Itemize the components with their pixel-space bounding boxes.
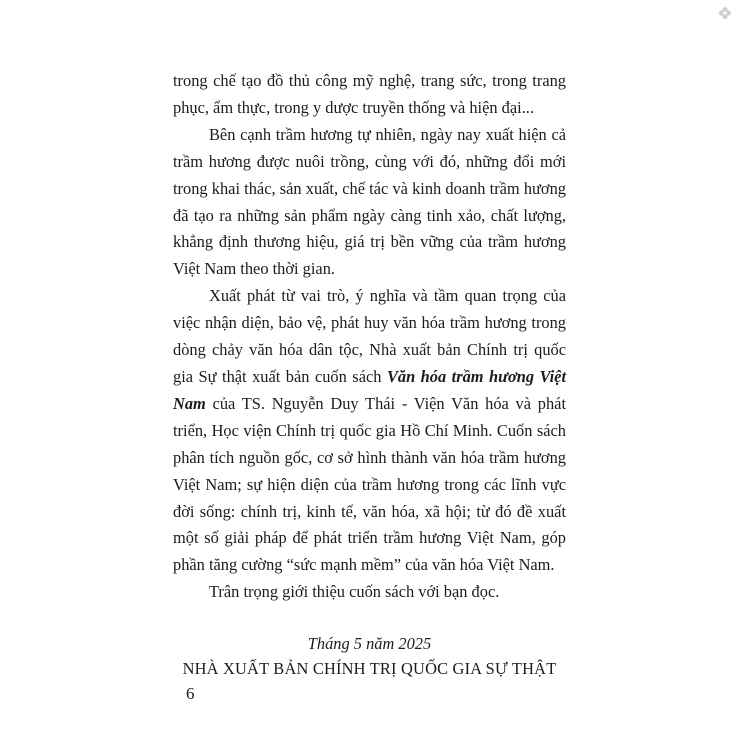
paragraph-book-introduction	[173, 283, 566, 579]
book-title: Văn hóa trầm hương Việt Nam	[173, 366, 566, 413]
sign-date: Tháng 5 năm 2025	[307, 634, 432, 654]
publisher-name: NHÀ XUẤT BẢN CHÍNH TRỊ QUỐC GIA SỰ THẬT	[182, 659, 557, 679]
paragraph-continuation: trong chế tạo đồ thủ công mỹ nghệ, trang sức, trong trang phục, ẩm thực, trong y dược truyền thống và hiện đại...	[173, 71, 566, 117]
book-page-text	[173, 68, 566, 682]
intro-text-before: Xuất phát từ vai trò, ý nghĩa và tầm quan trọng của việc nhận diện, bảo vệ, phát huy văn hóa trầm hương trong dòng chảy văn hóa dân tộc, Nhà xuất bản Chính trị quốc gia Sự thật xuất bản cuốn sách	[173, 286, 566, 386]
page-number: 6	[186, 684, 195, 703]
intro-text-after: của TS. Nguyễn Duy Thái - Viện Văn hóa và phát triển, Học viện Chính trị quốc gia Hồ Chí Minh. Cuốn sách phân tích nguồn gốc, cơ sở hình thành văn hóa trầm hương Việt Nam; sự hiện diện của trầm hương trong các lĩnh vực đời sống: chính trị, kinh tế, văn hóa, xã hội; từ đó đề xuất một số giải pháp để phát triển trầm hương Việt Nam, góp phần tăng cường “sức mạnh mềm” của văn hóa Việt Nam.	[173, 393, 566, 575]
flower-icon	[718, 6, 732, 20]
paragraph-closing: Trân trọng giới thiệu cuốn sách với bạn đọc.	[209, 582, 500, 602]
paragraph-cultivated-agarwood: Bên cạnh trầm hương tự nhiên, ngày nay xuất hiện cả trầm hương được nuôi trồng, cùng với đó, những đổi mới trong khai thác, sản xuất, chế tác và kinh doanh trầm hương đã tạo ra những sản phẩm ngày càng tinh xảo, chất lượng, khẳng định thương hiệu, giá trị bền vững của trầm hương Việt Nam theo thời gian.	[173, 124, 566, 279]
